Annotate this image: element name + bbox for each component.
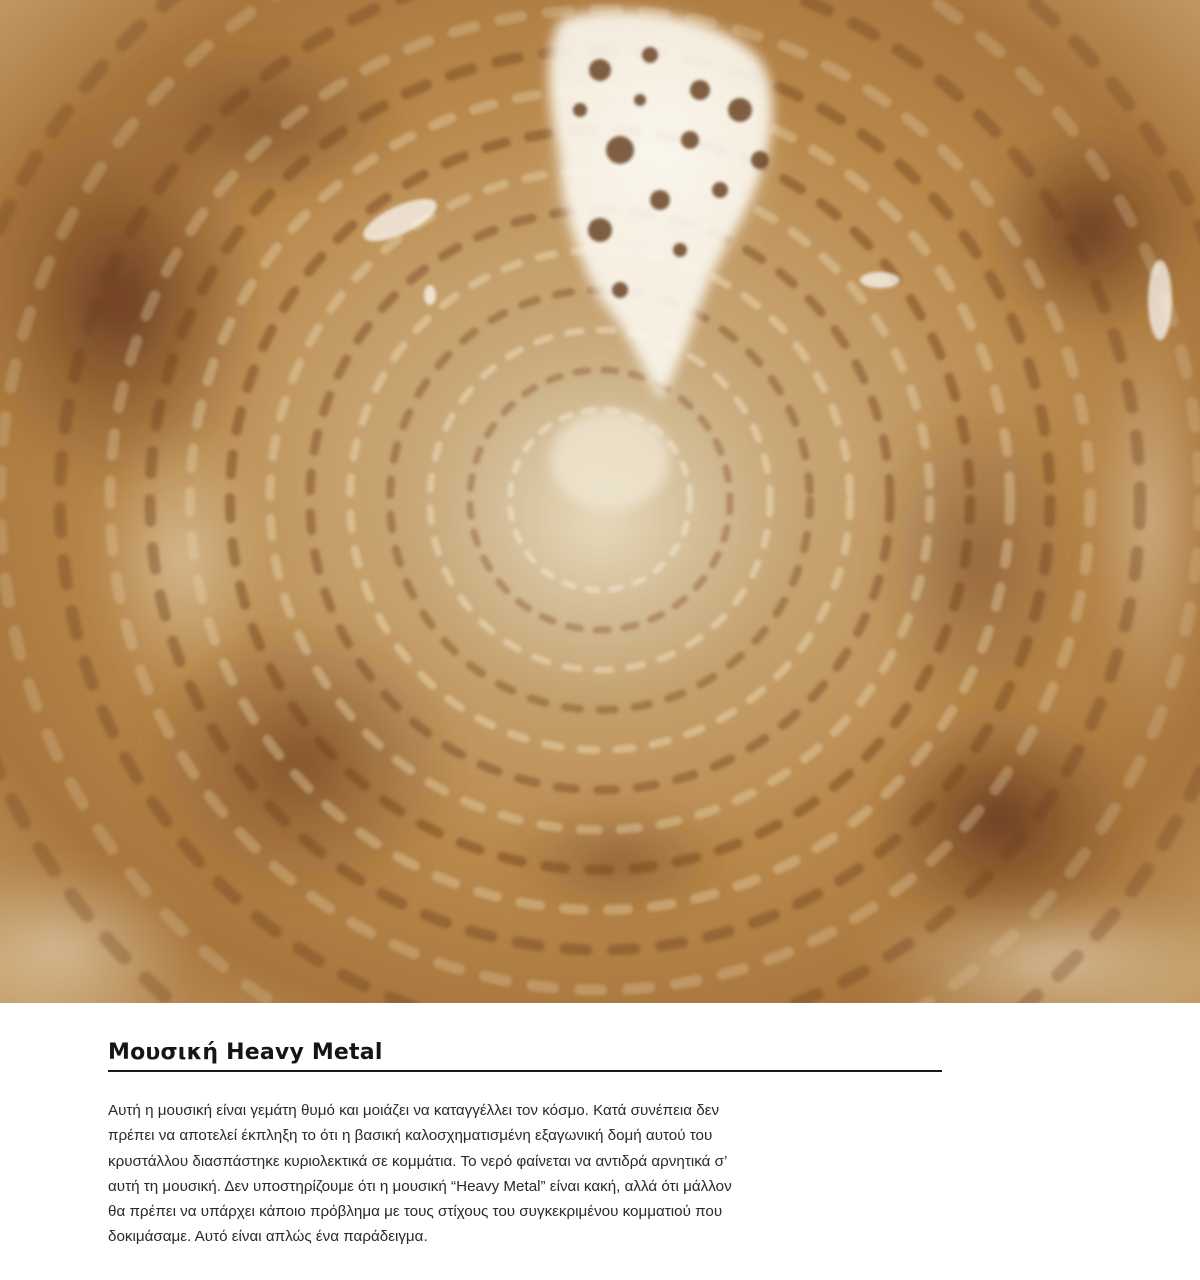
caption-title: Μουσική Heavy Metal [108,1040,383,1065]
caption [108,1036,942,1250]
caption-body [108,1098,942,1250]
caption-line: πρέπει να αποτελεί έκπληξη το ότι η βασική καλοσχηματισμένη εξαγωνική δομή αυτού του [108,1127,713,1145]
caption-line: θα πρέπει να υπάρχει κάποιο πρόβλημα με τους στίχους του συγκεκριμένου κομματιού που [108,1203,723,1221]
caption-line: κρυστάλλου διασπάστηκε κυριολεκτικά σε κομμάτια. Το νερό φαίνεται να αντιδρά αρνητικά σ’ [108,1152,728,1170]
title-divider [108,1070,942,1072]
caption-line: Αυτή η μουσική είναι γεμάτη θυμό και μοιάζει να καταγγέλλει τον κόσμο. Κατά συνέπεια δεν [108,1102,720,1119]
caption-line: δοκιμάσαμε. Αυτό είναι απλώς ένα παράδειγμα. [108,1228,428,1246]
caption-line: αυτή τη μουσική. Δεν υποστηρίζουμε ότι η μουσική “Heavy Metal” είναι κακή, αλλά ότι μάλλον [108,1177,732,1195]
